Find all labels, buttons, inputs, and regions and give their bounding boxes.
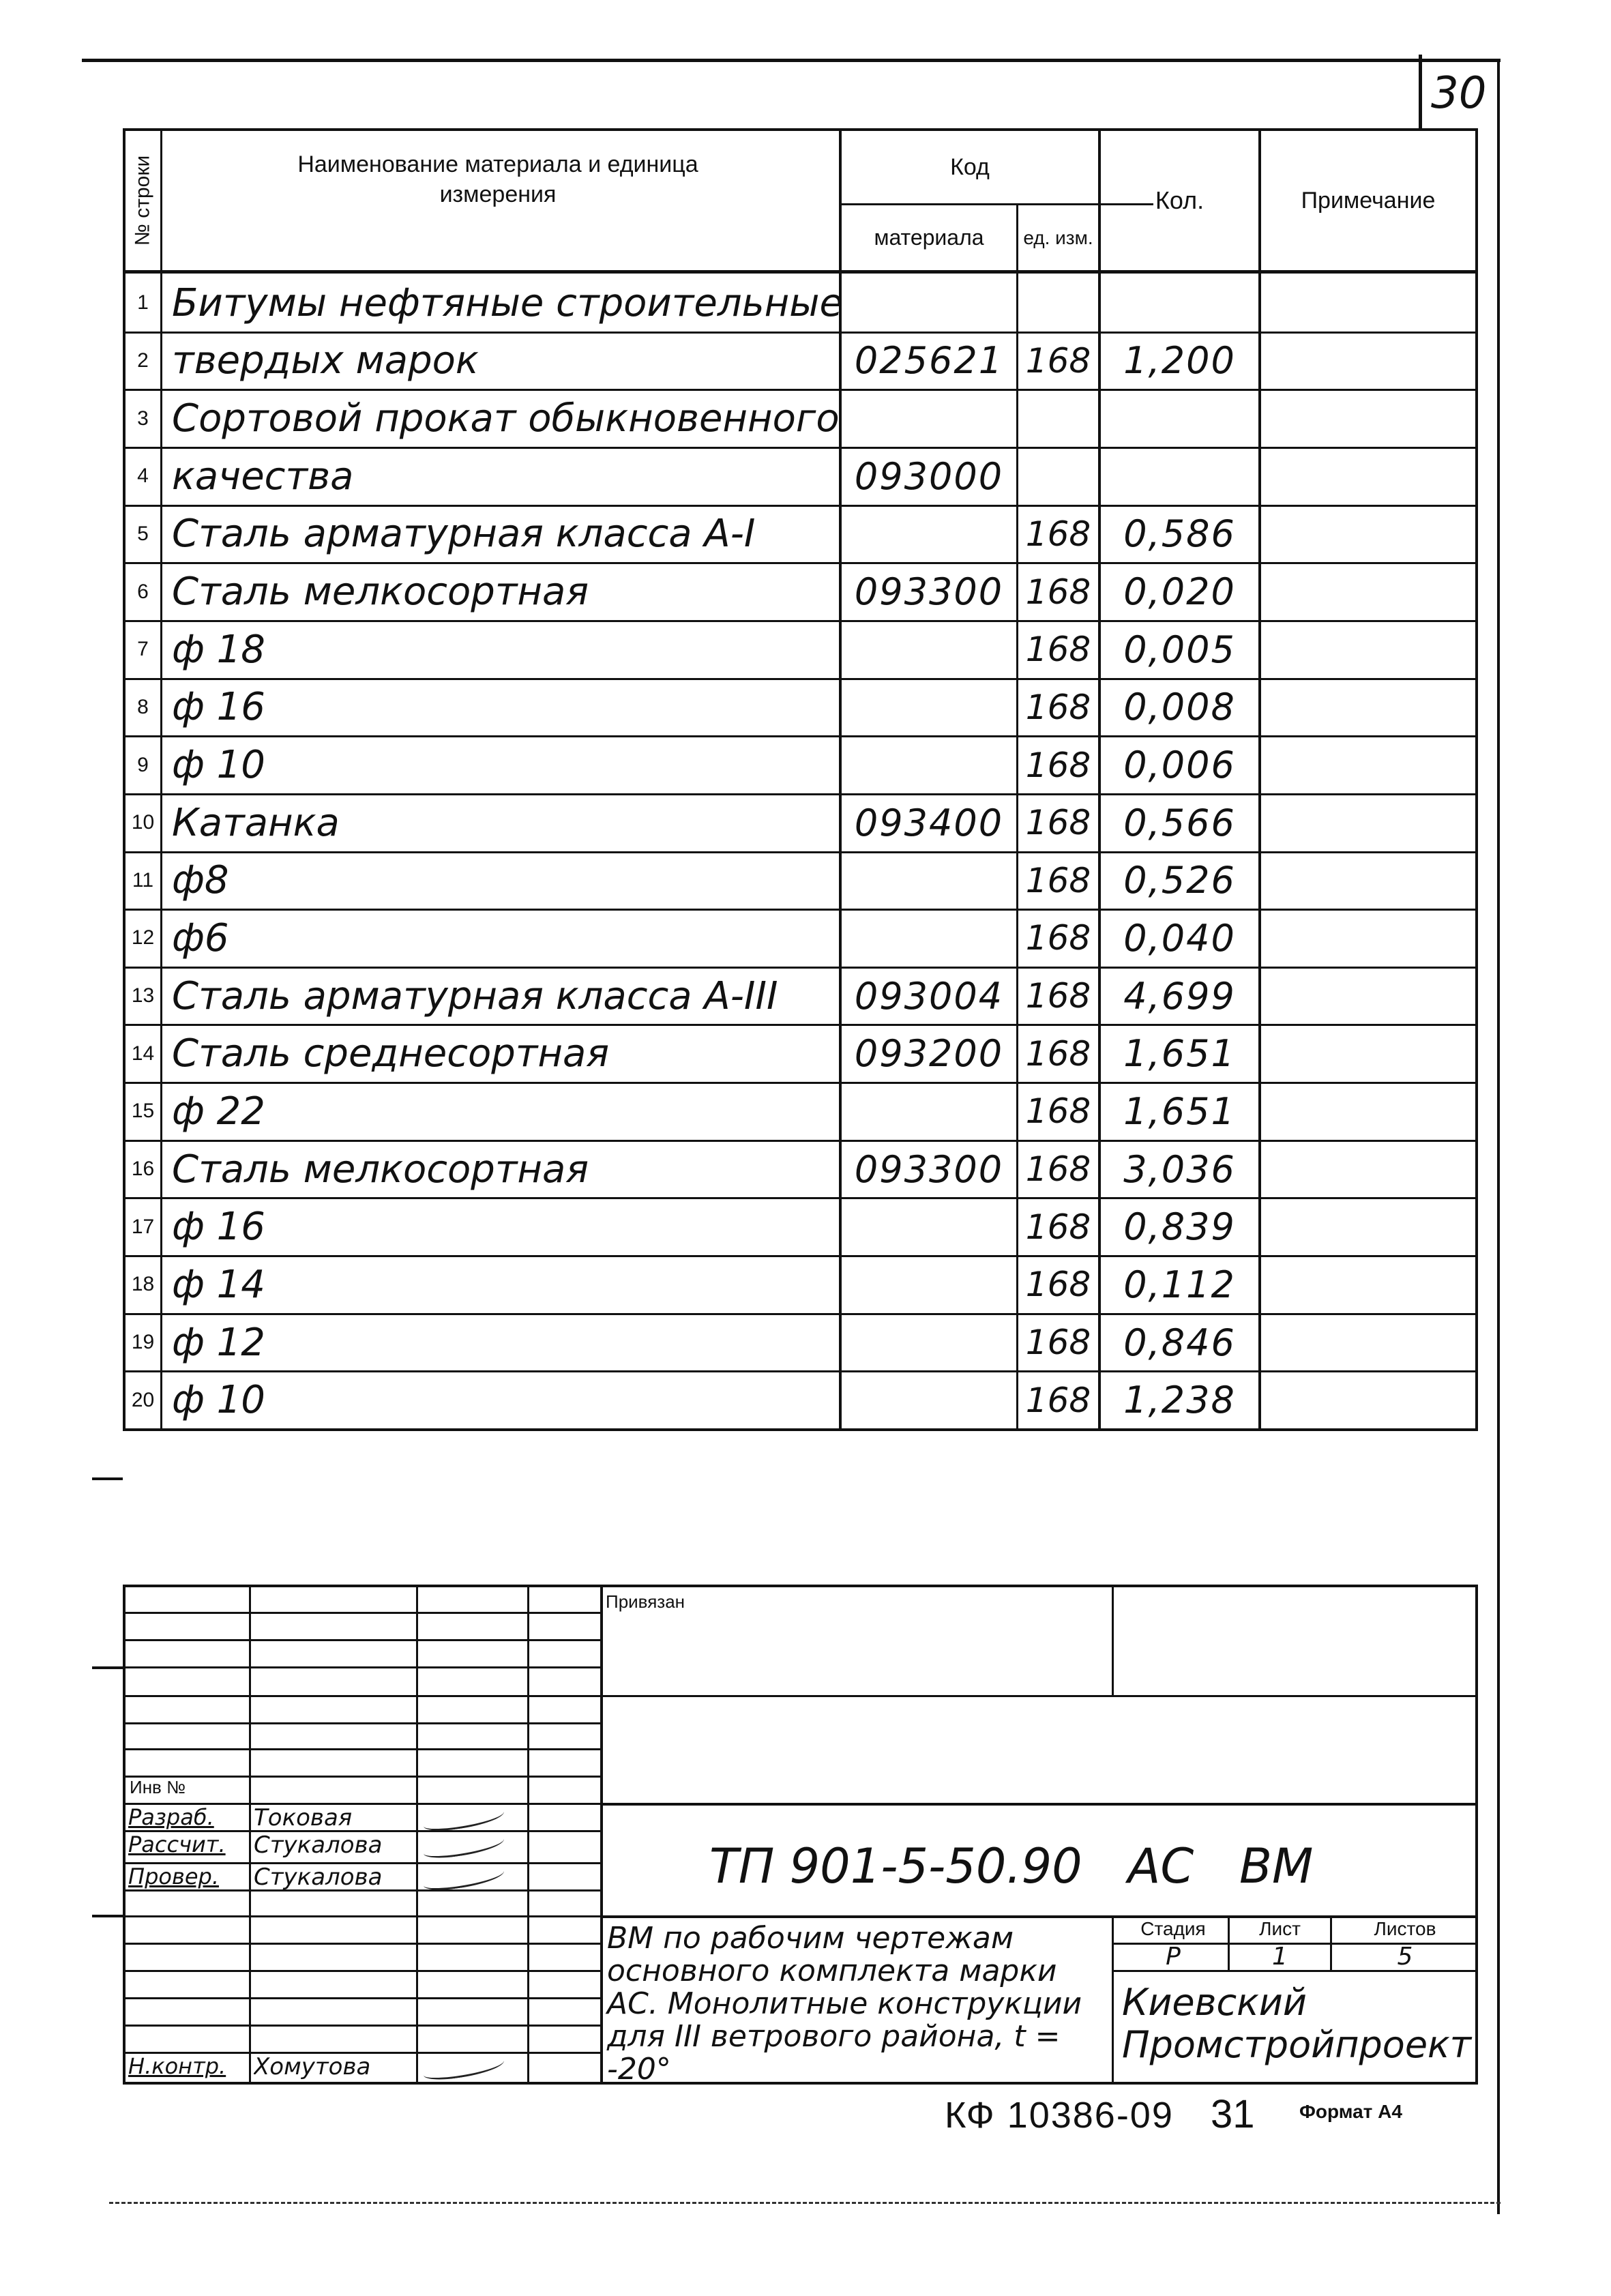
quantity: 4,699	[1123, 974, 1236, 1018]
material-code	[842, 1198, 1016, 1255]
material-name: твердых марок	[172, 338, 479, 383]
material-code: 093300	[854, 570, 1004, 614]
table-row	[123, 909, 1478, 967]
row-number: 7	[137, 638, 149, 661]
note-header: Примечание	[1301, 187, 1436, 214]
material-name: ф 16	[172, 1205, 265, 1250]
stamp-role: Н.контр.	[128, 2053, 226, 2079]
stamp-grid-line	[123, 1695, 600, 1697]
material-name: ф 14	[172, 1262, 265, 1307]
unit-code: 168	[1025, 1207, 1091, 1247]
stage-label: Стадия	[1140, 1918, 1206, 1939]
quantity: 0,008	[1123, 686, 1236, 729]
code-header: Код	[950, 153, 990, 180]
quantity: 0,006	[1123, 744, 1236, 786]
material-code	[842, 1256, 1016, 1313]
quantity: 0,112	[1123, 1263, 1236, 1306]
material-name: ф8	[172, 858, 229, 903]
row-number-header: № строки	[131, 155, 154, 246]
table-row	[123, 1024, 1478, 1082]
material-code	[842, 853, 1016, 909]
table-row	[123, 1255, 1478, 1313]
material-code	[842, 506, 1016, 563]
material-name: Сталь среднесортная	[172, 1031, 610, 1076]
material-code-header: материала	[874, 225, 984, 250]
quantity: 0,020	[1123, 570, 1236, 614]
unit-code	[1018, 390, 1098, 447]
margin-tick	[92, 1915, 123, 1917]
quantity: 0,526	[1123, 859, 1236, 902]
stamp-person-name: Стукалова	[254, 1831, 383, 1859]
stamp-grid-line	[123, 1612, 600, 1614]
table-row	[123, 1082, 1478, 1140]
row-number: 4	[137, 465, 149, 488]
row-number: 14	[131, 1042, 155, 1065]
stamp-person-name: Токовая	[254, 1804, 353, 1831]
table-row	[123, 389, 1478, 447]
stamp-grid-line	[123, 1748, 600, 1750]
row-number: 15	[131, 1100, 155, 1123]
quantity	[1101, 390, 1258, 447]
material-code: 025621	[854, 339, 1004, 383]
quantity: 1,200	[1123, 339, 1236, 383]
inventory-number-label: Инв №	[130, 1777, 186, 1797]
material-code	[842, 390, 1016, 447]
unit-code: 168	[1025, 1091, 1091, 1132]
material-code	[842, 910, 1016, 967]
material-code	[842, 679, 1016, 736]
row-number: 13	[131, 984, 155, 1007]
stamp-grid-line	[123, 1722, 600, 1724]
unit-code: 168	[1025, 1380, 1091, 1420]
material-code	[842, 737, 1016, 793]
material-name: ф 22	[172, 1089, 265, 1134]
quantity: 0,005	[1123, 628, 1236, 671]
quantity	[1101, 448, 1258, 505]
qty-header: Кол.	[1155, 186, 1204, 214]
row-number: 9	[137, 753, 149, 776]
stamp-person-name: Хомутова	[254, 2053, 371, 2080]
material-name: Сортовой прокат обыкновенного	[172, 396, 840, 441]
table-row	[123, 793, 1478, 851]
attached-divider	[1112, 1585, 1114, 1695]
unit-code	[1018, 275, 1098, 332]
table-row	[123, 332, 1478, 389]
footer-page: 31	[1211, 2092, 1255, 2136]
row-number: 11	[132, 868, 154, 892]
table-row	[123, 1197, 1478, 1255]
unit-code: 168	[1025, 976, 1091, 1016]
unit-code: 168	[1025, 1033, 1091, 1074]
material-code	[842, 1314, 1016, 1371]
quantity: 0,566	[1123, 801, 1236, 844]
row-number: 6	[137, 580, 149, 603]
unit-code: 168	[1025, 1265, 1091, 1305]
unit-code	[1018, 448, 1098, 505]
table-row	[123, 1370, 1478, 1428]
quantity: 0,586	[1123, 512, 1236, 556]
table-body	[123, 274, 1478, 1428]
table-row	[123, 967, 1478, 1025]
stamp-grid-line	[123, 1915, 600, 1917]
table-row	[123, 562, 1478, 620]
material-name: ф 12	[172, 1320, 265, 1365]
material-code: 093000	[854, 454, 1004, 498]
material-code: 093200	[854, 1032, 1004, 1076]
margin-tick	[92, 1666, 123, 1669]
table-row	[123, 274, 1478, 332]
stamp-person-name: Стукалова	[254, 1864, 383, 1891]
unit-code: 168	[1025, 745, 1091, 785]
material-name: Сталь арматурная класса А-III	[172, 973, 778, 1018]
material-name: ф 10	[172, 1378, 265, 1423]
stage-value: Р	[1166, 1943, 1181, 1971]
stamp-role: Провер.	[128, 1864, 219, 1889]
quantity: 0,040	[1123, 916, 1236, 960]
table-row	[123, 1140, 1478, 1198]
stamp-grid-line	[123, 1639, 600, 1641]
unit-code: 168	[1025, 1323, 1091, 1362]
table-row	[123, 678, 1478, 736]
material-name: Битумы нефтяные строительные	[172, 280, 843, 325]
unit-code: 168	[1025, 630, 1091, 670]
material-code	[842, 1083, 1016, 1140]
table-row	[123, 851, 1478, 909]
stamp-grid-line	[123, 1997, 600, 1999]
stamp-grid-line	[123, 1666, 600, 1668]
row-number: 8	[137, 695, 149, 718]
material-code	[842, 275, 1016, 332]
quantity: 1,651	[1123, 1089, 1236, 1133]
row-number: 18	[131, 1273, 155, 1296]
row-number: 2	[137, 349, 149, 372]
document-designation: ТП 901-5-50.90 АС ВМ	[709, 1838, 1314, 1894]
material-name: Катанка	[172, 800, 340, 845]
row-number: 17	[131, 1215, 155, 1238]
material-code: 093300	[854, 1147, 1004, 1191]
material-name: ф 18	[172, 627, 265, 672]
material-code: 093400	[854, 801, 1004, 844]
table-row	[123, 620, 1478, 678]
top-border-line	[82, 59, 1501, 62]
margin-tick	[92, 1477, 123, 1480]
quantity: 1,651	[1123, 1032, 1236, 1076]
material-name: ф 16	[172, 685, 265, 730]
right-frame-line	[1497, 59, 1500, 2214]
row-number: 3	[137, 407, 149, 430]
row-number: 5	[137, 522, 149, 545]
quantity	[1101, 275, 1258, 332]
organization-name: Киевский Промстройпроект	[1122, 1981, 1472, 2066]
unit-code: 168	[1025, 918, 1091, 958]
material-code: 093004	[854, 974, 1004, 1018]
stamp-role: Рассчит.	[128, 1831, 226, 1857]
row-number: 16	[131, 1158, 155, 1181]
name-header: Наименование материала и единица измерения	[297, 151, 698, 207]
unit-header: ед. изм.	[1023, 226, 1093, 248]
table-row	[123, 1313, 1478, 1371]
unit-code: 168	[1025, 514, 1091, 554]
unit-code: 168	[1025, 860, 1091, 900]
row-number: 12	[131, 926, 155, 950]
page-number: 30	[1431, 68, 1487, 119]
material-name: ф6	[172, 915, 229, 960]
sheets-label: Листов	[1374, 1918, 1436, 1939]
material-code	[842, 1372, 1016, 1428]
doc-code: КФ 10386-09	[945, 2095, 1174, 2136]
row-number: 10	[131, 811, 155, 834]
quantity: 3,036	[1123, 1147, 1236, 1191]
material-name: Сталь мелкосортная	[172, 1147, 589, 1192]
unit-code: 168	[1025, 340, 1091, 381]
unit-code: 168	[1025, 572, 1091, 612]
material-name: качества	[172, 454, 354, 499]
material-name: Сталь арматурная класса А-I	[172, 512, 756, 557]
stamp-grid-line	[123, 1943, 600, 1945]
unit-code: 168	[1025, 1149, 1091, 1190]
stamp-grid-line	[123, 2025, 600, 2027]
material-name: Сталь мелкосортная	[172, 570, 589, 615]
row-number: 1	[137, 291, 149, 314]
row-number: 19	[131, 1331, 155, 1353]
table-row	[123, 735, 1478, 793]
material-code	[842, 621, 1016, 678]
table-row	[123, 505, 1478, 563]
unit-code: 168	[1025, 803, 1091, 843]
document-description: ВМ по рабочим чертежам основного комплекта марки АС. Монолитные конструкции для III ветрового района, t = -20°	[607, 1921, 1082, 2087]
unit-code: 168	[1025, 687, 1091, 727]
sheet-label: Лист	[1259, 1918, 1301, 1939]
table-row	[123, 447, 1478, 505]
materials-table	[123, 128, 1478, 1431]
format-label: Формат А4	[1299, 2101, 1402, 2122]
material-name: ф 10	[172, 743, 265, 787]
bottom-trim-line	[109, 2202, 1501, 2204]
page-number-box-left	[1419, 55, 1422, 130]
stamp-grid-line	[123, 1776, 600, 1778]
quantity: 0,839	[1123, 1205, 1236, 1249]
quantity: 1,238	[1123, 1379, 1236, 1422]
row-number: 20	[131, 1388, 155, 1411]
stamp-role: Разраб.	[128, 1804, 214, 1830]
sheet-value: 1	[1272, 1943, 1288, 1971]
attached-label: Привязан	[606, 1591, 685, 1612]
quantity: 0,846	[1123, 1321, 1236, 1364]
stamp-grid-line	[123, 1970, 600, 1972]
sheets-value: 5	[1397, 1943, 1413, 1971]
